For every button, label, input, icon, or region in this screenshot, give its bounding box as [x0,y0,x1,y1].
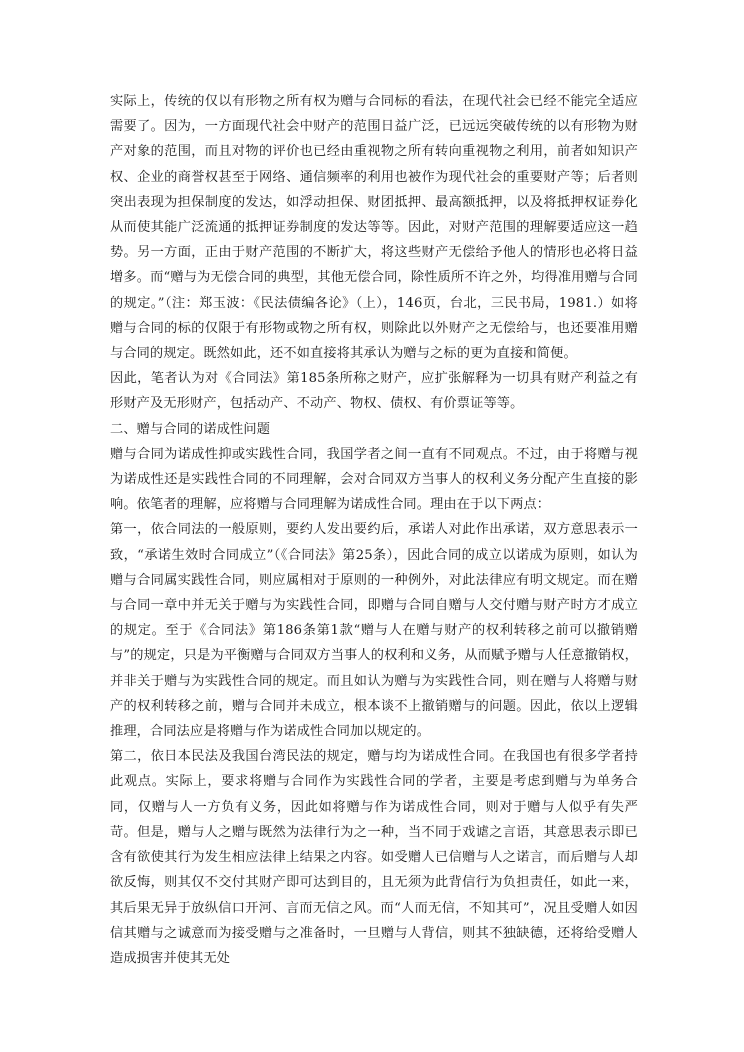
paragraph-reason-two: 第二，依日本民法及我国台湾民法的规定，赠与均为诺成性合同。在我国也有很多学者持此观点。实际上，要求将赠与合同作为实践性合同的学者，主要是考虑到赠与为单务合同，仅赠与人一方负有义务，因此如将赠与作为诺成性合同，则对于赠与人似乎有失严苛。但是，赠与人之赠与既然为法律行为之一种，当不同于戏谑之言语，其意思表示即已含有欲使其行为发生相应法律上结果之内容。如受赠人已信赠与人之诺言，而后赠与人却欲反悔，则其仅不交付其财产即可达到目的，且无须为此背信行为负担责任，如此一来，其后果无异于放纵信口开河、言而无信之风。而“人而无信，不知其可”，况且受赠人如因信其赠与之诚意而为接受赠与之准备时，一旦赠与人背信，则其不独缺德，还将给受赠人造成损害并使其无处 [110,749,638,966]
paragraph-gift-object-property-scope: 实际上，传统的仅以有形物之所有权为赠与合同标的看法，在现代社会已经不能完全适应需要了。因为，一方面现代社会中财产的范围日益广泛，已远远突破传统的以有形物为财产对象的范围，而且对物的评价也已经由重视物之所有转向重视物之利用，前者如知识产权、企业的商誉权甚至于网络、通信频率的利用也被作为现代社会的重要财产等；后者则突出表现为担保制度的发达，如浮动担保、财团抵押、最高额抵押，以及将抵押权证券化从而使其能广泛流通的抵押证券制度的发达等等。因此，对财产范围的理解要适应这一趋势。另一方面，正由于财产范围的不断扩大，将这些财产无偿给予他人的情形也必将日益增多。而“赠与为无偿合同的典型，其他无偿合同，除性质所不许之外，均得准用赠与合同的规定。”（注：郑玉波：《民法债编各论》（上），146页，台北，三民书局，1981.）如将赠与合同的标的仅限于有形物或物之所有权，则除此以外财产之无偿给与，也还要准用赠与合同的规定。既然如此，还不如直接将其承认为赠与之标的更为直接和简便。 [110,94,638,362]
paragraph-conclusion-article-185: 因此，笔者认为对《合同法》第185条所称之财产，应扩张解释为一切具有财产利益之有形财产及无形财产，包括动产、不动产、物权、债权、有价票证等等。 [110,371,638,412]
section-heading-consensual-nature: 二、赠与合同的诺成性问题 [110,421,271,437]
paragraph-consensual-vs-practical-intro: 赠与合同为诺成性抑或实践性合同，我国学者之间一直有不同观点。不过，由于将赠与视为诺成性还是实践性合同的不同理解，会对合同双方当事人的权利义务分配产生直接的影响。依笔者的理解，应将赠与合同理解为诺成性合同。理由在于以下两点： [110,446,638,513]
body-text [110,89,638,971]
paragraph-reason-one: 第一，依合同法的一般原则，要约人发出要约后，承诺人对此作出承诺，双方意思表示一致，“承诺生效时合同成立”（《合同法》第25条），因此合同的成立以诺成为原则，如认为赠与合同属实践性合同，则应属相对于原则的一种例外，对此法律应有明文规定。而在赠与合同一章中并无关于赠与为实践性合同，即赠与合同自赠与人交付赠与财产时方才成立的规定。至于《合同法》第186条第1款“赠与人在赠与财产的权利转移之前可以撤销赠与”的规定，只是为平衡赠与合同双方当事人的权利和义务，从而赋予赠与人任意撤销权，并非关于赠与为实践性合同的规定。而且如认为赠与为实践性合同，则在赠与人将赠与财产的权利转移之前，赠与合同并未成立，根本谈不上撤销赠与的问题。因此，依以上逻辑推理，合同法应是将赠与作为诺成性合同加以规定的。 [110,522,638,740]
